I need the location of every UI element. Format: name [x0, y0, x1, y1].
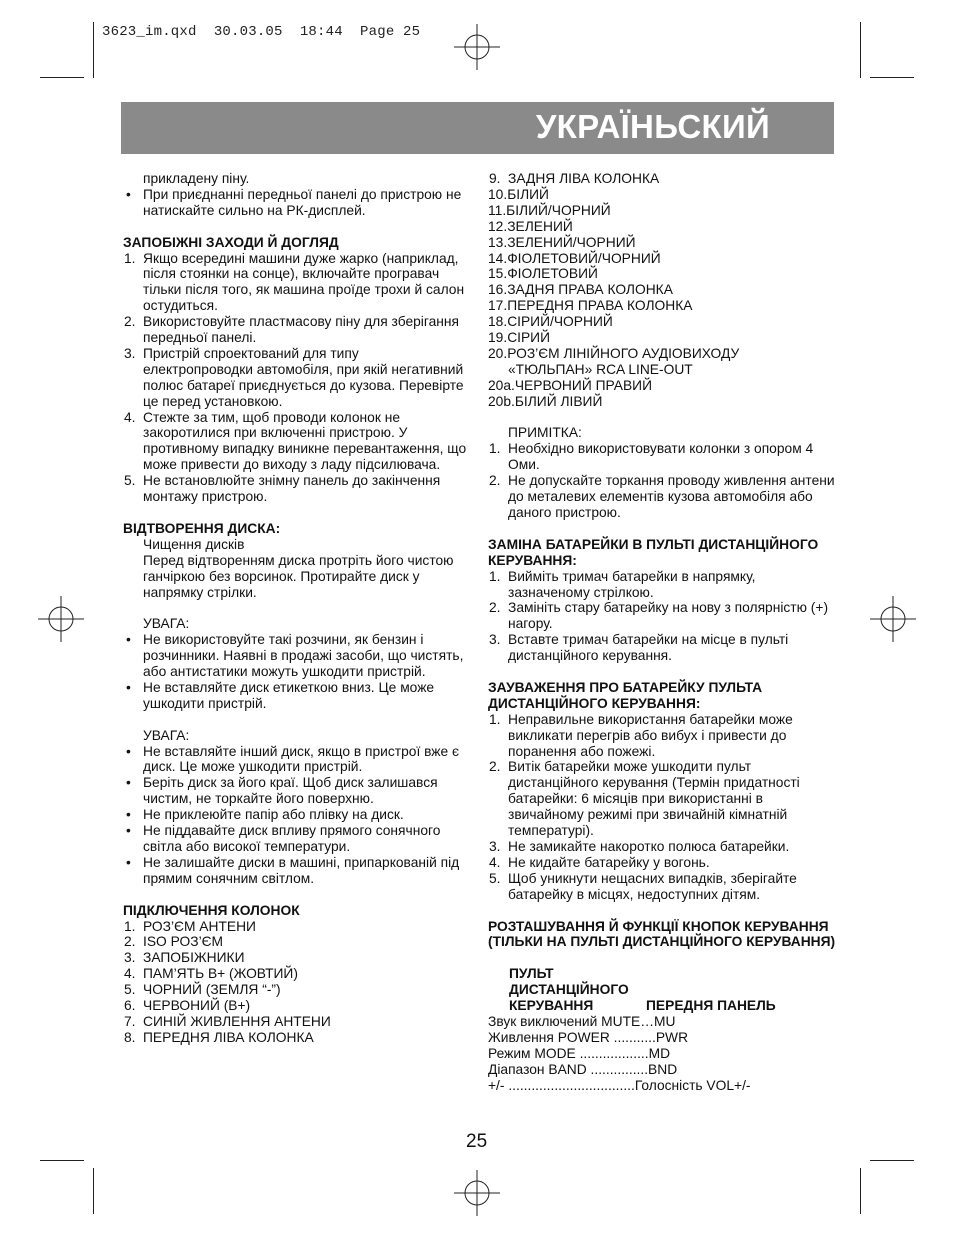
battery-notes-heading: ЗАУВАЖЕННЯ ПРО БАТАРЕЙКУ ПУЛЬТА ДИСТАНЦІЙНОГО КЕРУВАННЯ:: [488, 679, 763, 711]
crop-mark: [870, 77, 914, 78]
wire-item: 19.СІРИЙ: [488, 330, 551, 346]
right-column: [488, 171, 838, 1093]
intro-bullet: • При приєднанні передньої панелі до пристрою не натискайте сильно на РК-дисплей.: [126, 186, 462, 218]
controls-table-header: [488, 966, 838, 1014]
list-item: 7. СИНІЙ ЖИВЛЕННЯ АНТЕНИ: [124, 1013, 331, 1029]
speakers-heading: ПІДКЛЮЧЕННЯ КОЛОНОК: [123, 902, 300, 918]
registration-mark-bottom: [454, 1170, 500, 1216]
file-slug: 3623_im.qxd 30.03.05 18:44 Page 25: [102, 24, 421, 40]
warning-item: • Беріть диск за його краї. Щоб диск залишався чистим, не торкайте його поверхню.: [126, 775, 438, 807]
warning-label: УВАГА:: [143, 727, 190, 743]
warning-label: УВАГА:: [143, 616, 190, 632]
list-item: 1. Якщо всередині машини дуже жарко (наприклад, після стоянки на сонце), включайте програвач тільки після того, як машина проїде трохи й салон остудиться.: [124, 250, 465, 314]
registration-mark-left: [38, 596, 84, 642]
table-row: Діапазон BAND ...............BND: [488, 1061, 678, 1077]
list-item: 3. Пристрій спроектований для типу електропроводки автомобіля, при якій негативний полюс батареї приєднується до кузова. Перевірте це перед установкою.: [124, 345, 464, 409]
intro-continuation: прикладену піну.: [143, 171, 250, 186]
wire-item: 10.БІЛИЙ: [488, 186, 549, 202]
list-item: 3. Вставте тримач батарейки на місце в пульті дистанційного керування.: [489, 632, 789, 664]
page-number: 25: [466, 1131, 488, 1152]
controls-table: [488, 1014, 838, 1094]
wire-item: 20b.БІЛИЙ ЛІВИЙ: [488, 393, 603, 409]
controls-col-panel: ПЕРЕДНЯ ПАНЕЛЬ: [646, 998, 776, 1014]
warning-item: • Не приклеюйте папір або плівку на диск.: [126, 807, 404, 823]
table-row: +/- .................................Голосність VOL+/-: [488, 1077, 751, 1093]
warning-item: • Не використовуйте такі розчини, як бензин і розчинники. Наявні в продажі засоби, що чистять, або антистатики можуть ушкодити пристрій.: [126, 632, 464, 680]
safety-heading: ЗАПОБІЖНІ ЗАХОДИ Й ДОГЛЯД: [123, 234, 339, 250]
list-item: 2. Використовуйте пластмасову піну для зберігання передньої панелі.: [124, 314, 459, 346]
list-item: 1. Необхідно використовувати колонки з опором 4 Оми.: [489, 441, 814, 473]
list-item: 6. ЧЕРВОНИЙ (В+): [124, 998, 251, 1014]
list-item: 2. Не допускайте торкання проводу живлення антени до металевих елементів кузова автомобіля або даного пристрою.: [489, 473, 835, 521]
wire-item: «ТЮЛЬПАН» RCA LINE-OUT: [508, 361, 693, 377]
playback-subheading: Чищення дисків: [143, 536, 245, 552]
controls-heading: РОЗТАШУВАННЯ Й ФУНКЦІЇ КНОПОК КЕРУВАННЯ (ТІЛЬКИ НА ПУЛЬТІ ДИСТАНЦІЙНОГО КЕРУВАННЯ): [488, 918, 836, 950]
warning-item: • Не вставляйте диск етикеткою вниз. Це може ушкодити пристрій.: [126, 679, 435, 711]
list-item: 4. Не кидайте батарейку у вогонь.: [489, 854, 710, 870]
list-item: 5. Щоб уникнути нещасних випадків, зберігайте батарейку в місцях, недоступних дітям.: [489, 870, 797, 902]
wire-item: 20a.ЧЕРВОНИЙ ПРАВИЙ: [488, 377, 652, 393]
crop-mark: [860, 22, 861, 78]
warning-item: • Не залишайте диски в машині, припаркованій під прямим сонячним світлом.: [126, 854, 460, 886]
crop-mark: [860, 1168, 861, 1214]
crop-mark: [870, 1160, 914, 1161]
list-item: 1. Вийміть тримач батарейки в напрямку, зазначеному стрілкою.: [489, 568, 756, 600]
list-item: 2. Витік батарейки може ушкодити пульт дистанційного керування (Термін придатності батарейки: 6 місяців при використанні в звичайному режимі при звичайній кімнатній температурі).: [489, 759, 800, 839]
battery-replace-heading: ЗАМІНА БАТАРЕЙКИ В ПУЛЬТІ ДИСТАНЦІЙНОГО КЕРУВАННЯ:: [488, 536, 819, 568]
list-item: 3. ЗАПОБІЖНИКИ: [124, 950, 245, 966]
wire-item: 11.БІЛИЙ/ЧОРНИЙ: [488, 202, 611, 218]
table-row: Звук виключений MUTE…MU: [488, 1013, 676, 1029]
wire-item: 16.ЗАДНЯ ПРАВА КОЛОНКА: [488, 282, 673, 298]
list-item: 5. ЧОРНИЙ (ЗЕМЛЯ “-”): [124, 982, 281, 998]
list-item: 1. РОЗ’ЄМ АНТЕНИ: [124, 918, 256, 934]
language-banner: [121, 102, 834, 154]
playback-text: Перед відтворенням диска протріть його чистою ганчіркою без ворсинок. Протирайте диск у напрямку стрілки.: [143, 552, 454, 600]
list-item: 5. Не встановлюйте знімну панель до закінчення монтажу пристрою.: [124, 473, 441, 505]
wire-item: 20.РОЗ’ЄМ ЛІНІЙНОГО АУДІОВИХОДУ: [488, 345, 740, 361]
registration-mark-right: [870, 596, 916, 642]
crop-mark: [40, 77, 84, 78]
list-item: 2. ISO РОЗ’ЄМ: [124, 934, 224, 950]
wire-item: 12.ЗЕЛЕНИЙ: [488, 218, 573, 234]
wire-item: 17.ПЕРЕДНЯ ПРАВА КОЛОНКА: [488, 298, 693, 314]
warning-item: • Не піддавайте диск впливу прямого сонячного світла або високої температури.: [126, 823, 441, 854]
wire-item: 18.СІРИЙ/ЧОРНИЙ: [488, 314, 613, 330]
playback-heading: ВІДТВОРЕННЯ ДИСКА:: [123, 520, 281, 536]
list-item: 4. Стежте за тим, щоб проводи колонок не закоротилися при включенні пристрою. У противному випадку виникне перевантаження, що може привести до виходу з ладу підсилювача.: [124, 409, 467, 473]
crop-mark: [93, 22, 94, 78]
registration-mark-top: [454, 24, 500, 70]
left-column: [123, 171, 468, 1046]
wire-item: 13.ЗЕЛЕНИЙ/ЧОРНИЙ: [488, 234, 636, 250]
warning-item: • Не вставляйте інший диск, якщо в пристрої вже є диск. Це може ушкодити пристрій.: [126, 743, 460, 775]
note-label: ПРИМІТКА:: [508, 425, 582, 441]
wire-list: [488, 171, 838, 410]
banner-title: УКРАЇНЬСКИЙ: [535, 108, 770, 145]
list-item: 2. Замініть стару батарейку на нову з полярністю (+) нагору.: [489, 600, 829, 632]
crop-mark: [93, 1168, 94, 1214]
controls-col-remote: ПУЛЬТ ДИСТАНЦІЙНОГО КЕРУВАННЯ: [509, 966, 629, 1014]
list-item: 1. Неправильне використання батарейки може викликати перегрів або вибух і привести до поранення або пожежі.: [489, 711, 793, 759]
wire-item: 14.ФІОЛЕТОВИЙ/ЧОРНИЙ: [488, 250, 661, 266]
table-row: Режим MODE ..................MD: [488, 1045, 671, 1061]
list-item: 8. ПЕРЕДНЯ ЛІВА КОЛОНКА: [124, 1029, 314, 1045]
wire-item: 9. ЗАДНЯ ЛІВА КОЛОНКА: [489, 171, 660, 186]
list-item: 4. ПАМ’ЯТЬ В+ (ЖОВТИЙ): [124, 966, 298, 982]
list-item: 3. Не замикайте накоротко полюса батарейки.: [489, 839, 790, 855]
table-row: Живлення POWER ...........PWR: [488, 1029, 689, 1045]
crop-mark: [40, 1160, 84, 1161]
wire-item: 15.ФІОЛЕТОВИЙ: [488, 266, 598, 282]
